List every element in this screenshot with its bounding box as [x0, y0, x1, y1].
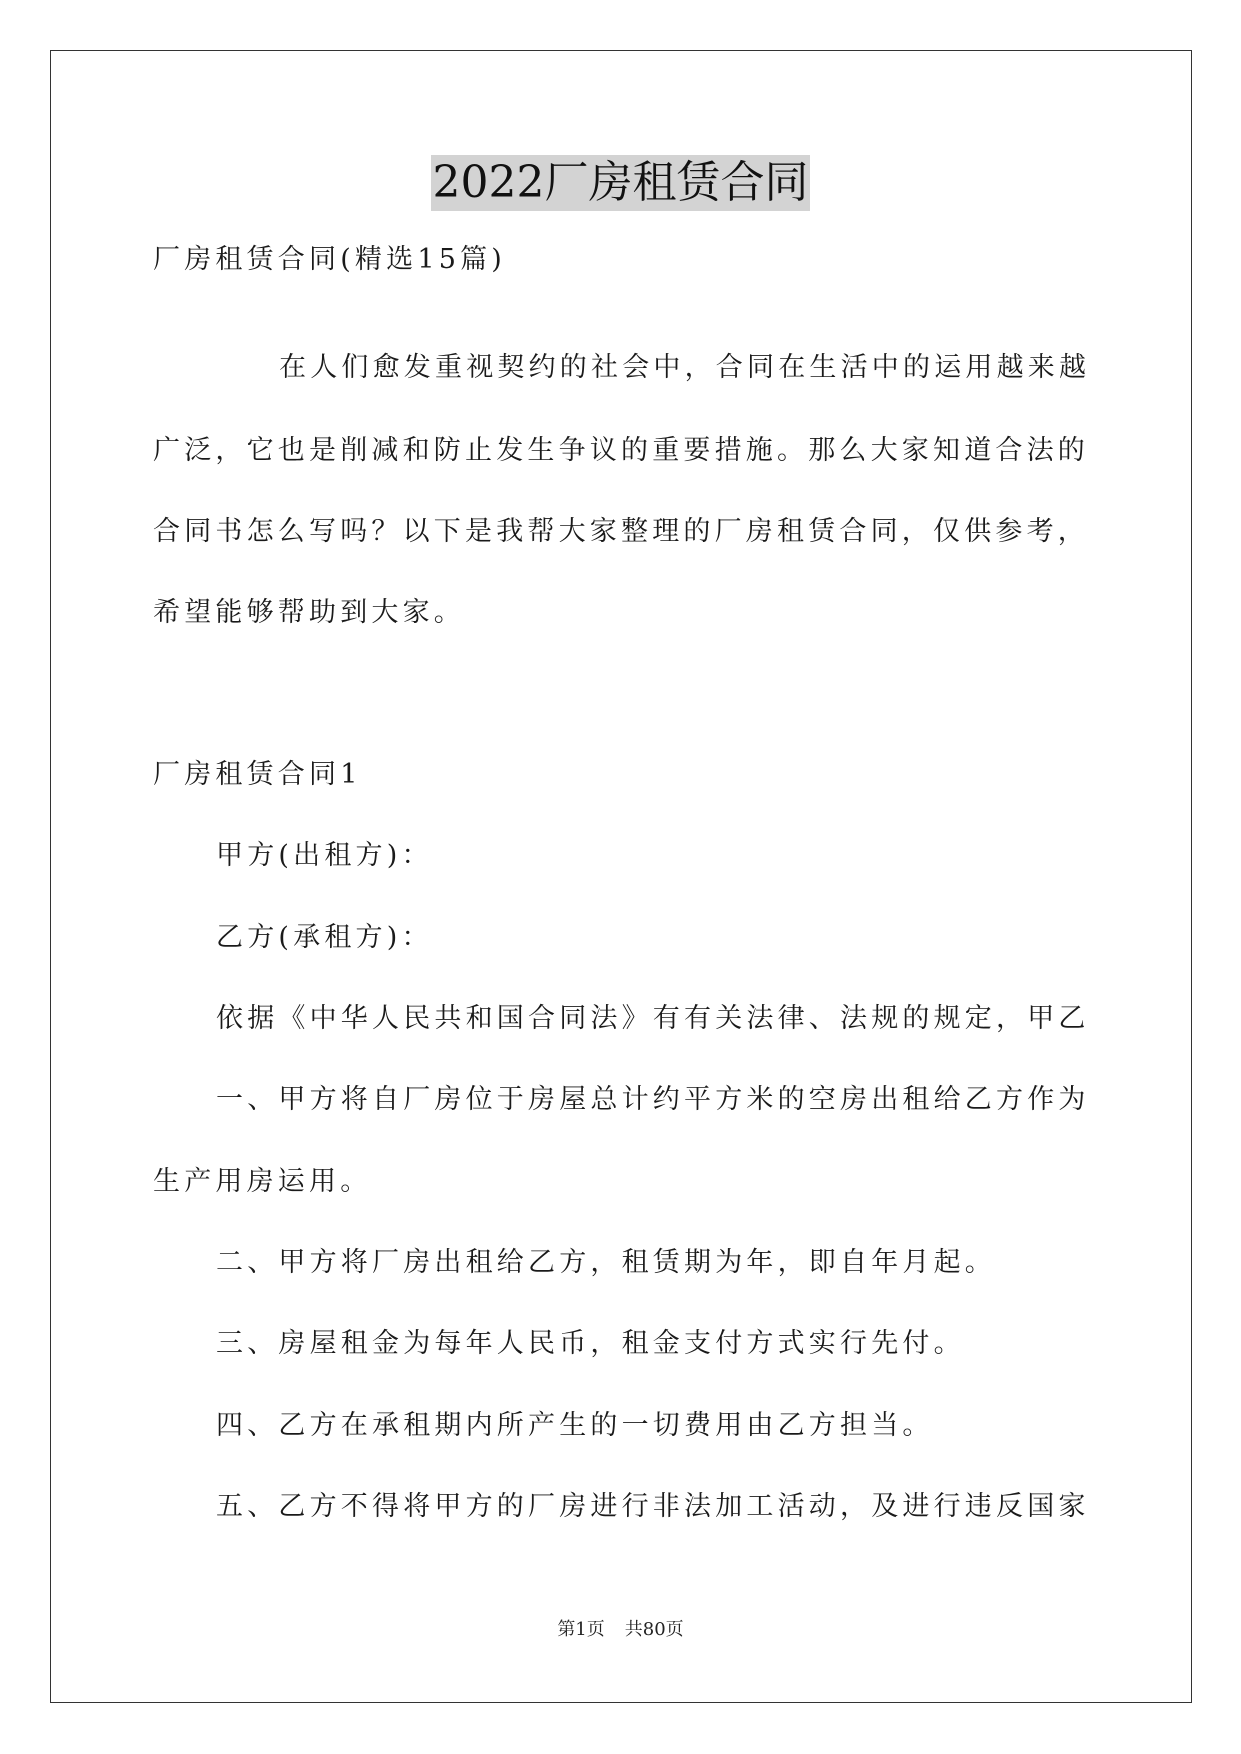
- clause-1-line-1: 一、甲方将自厂房位于房屋总计约平方米的空房出租给乙方作为: [216, 1084, 1090, 1115]
- total-pages-label: 共80页: [624, 1619, 684, 1640]
- intro-paragraph-line-4: 希望能够帮助到大家。: [153, 597, 465, 628]
- intro-paragraph-line-3: 合同书怎么写吗？以下是我帮大家整理的厂房租赁合同，仅供参考，: [153, 516, 1089, 547]
- page-footer: [0, 1618, 1241, 1642]
- current-page-label: 第1页: [557, 1619, 605, 1640]
- intro-paragraph-line-1: 在人们愈发重视契约的社会中，合同在生活中的运用越来越: [279, 352, 1091, 383]
- title-container: [0, 155, 1241, 211]
- intro-paragraph-line-2: 广泛，它也是削减和防止发生争议的重要措施。那么大家知道合法的: [153, 435, 1089, 466]
- section-heading: 厂房租赁合同1: [153, 759, 362, 790]
- subtitle-line: 厂房租赁合同(精选15篇): [153, 244, 507, 275]
- party-b-line: 乙方(承租方)：: [216, 922, 433, 953]
- clause-4-line: 四、乙方在承租期内所产生的一切费用由乙方担当。: [216, 1410, 934, 1441]
- clause-2-line: 二、甲方将厂房出租给乙方，租赁期为年，即自年月起。: [216, 1247, 996, 1278]
- clause-5-line: 五、乙方不得将甲方的厂房进行非法加工活动，及进行违反国家: [216, 1491, 1090, 1522]
- clause-1-line-2: 生产用房运用。: [153, 1166, 372, 1197]
- page-border: [50, 50, 1192, 1703]
- clause-3-line: 三、房屋租金为每年人民币，租金支付方式实行先付。: [216, 1328, 965, 1359]
- document-title: 2022厂房租赁合同: [431, 155, 811, 211]
- basis-line: 依据《中华人民共和国合同法》有有关法律、法规的规定，甲乙: [216, 1003, 1090, 1034]
- party-a-line: 甲方(出租方)：: [216, 840, 433, 871]
